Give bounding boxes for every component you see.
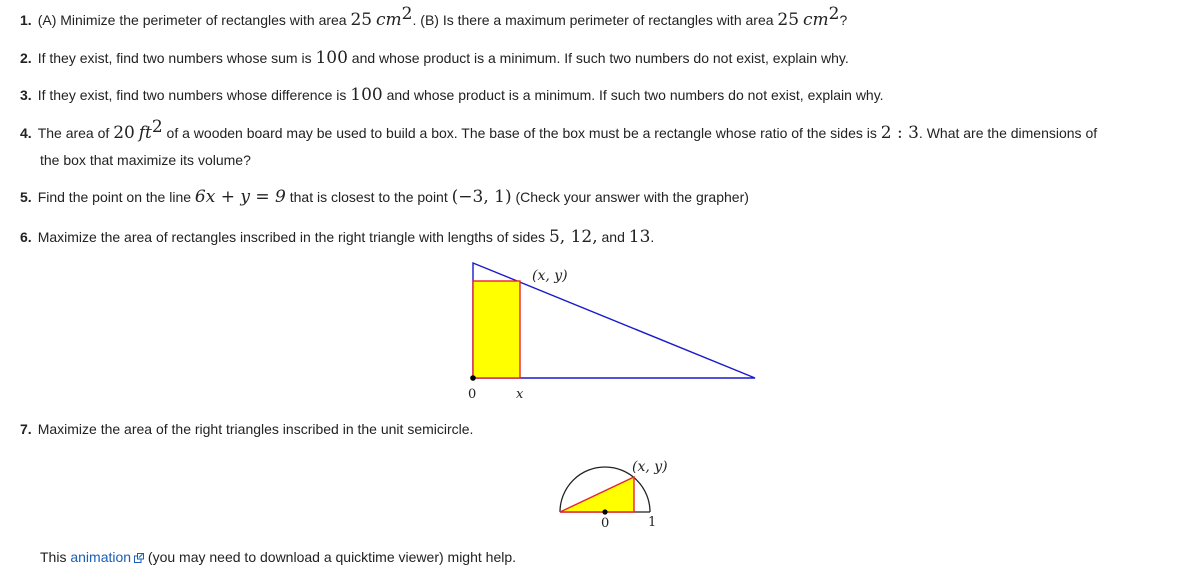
origin-dot <box>470 375 476 381</box>
x-label: x <box>516 387 524 402</box>
math-ratio: 2 : 3 <box>880 123 919 143</box>
problem-number: 3. <box>20 87 32 103</box>
figure-triangle-rectangle <box>440 255 780 405</box>
math-sides: 5, 12, <box>548 227 598 247</box>
math-point: (−3, 1) <box>451 187 512 207</box>
problem-text: . (B) Is there a maximum perimeter of rectangles with area <box>412 12 778 28</box>
math-exponent: 2 <box>151 117 163 137</box>
animation-link[interactable]: animation <box>70 549 132 565</box>
figure-semicircle-triangle <box>550 450 680 535</box>
math-value: 100 <box>350 85 383 105</box>
problem-text: that is closest to the point <box>285 189 452 205</box>
problem-text: (Check your answer with the grapher) <box>511 189 749 205</box>
origin-label: 0 <box>468 387 477 402</box>
problem-text: Maximize the area of the right triangles inscribed in the unit semicircle. <box>37 421 474 437</box>
problem-text: . <box>650 229 655 245</box>
problem-number: 7. <box>20 421 32 437</box>
math-exponent: 2 <box>828 4 840 24</box>
point-label: (x, y) <box>532 268 568 284</box>
math-area: 25 <box>777 10 800 30</box>
problem-text: Maximize the area of rectangles inscribed in the right triangle with lengths of sides <box>37 229 549 245</box>
problem-2 <box>20 48 849 68</box>
problem-text: Find the point on the line <box>37 189 195 205</box>
origin-label: 0 <box>601 516 610 531</box>
problem-number: 1. <box>20 12 32 28</box>
math-side-last: 13 <box>628 227 651 247</box>
problem-text: The area of <box>37 125 114 141</box>
math-unit: cm <box>376 10 402 30</box>
math-area: 25 <box>350 10 373 30</box>
problem-4 <box>20 117 1098 143</box>
math-unit: cm <box>802 10 829 30</box>
problem-number: 6. <box>20 229 32 245</box>
problem-text: ? <box>839 12 848 28</box>
math-value: 20 <box>113 123 135 143</box>
one-label: 1 <box>648 515 657 530</box>
problem-text: and <box>597 229 629 245</box>
problem-text: . What are the dimensions of <box>918 125 1098 141</box>
problem-text: and whose product is a minimum. If such two numbers do not exist, explain why. <box>347 50 849 66</box>
problem-text: and whose product is a minimum. If such two numbers do not exist, explain why. <box>382 87 884 103</box>
point-label: (x, y) <box>632 459 668 475</box>
problem-number: 2. <box>20 50 32 66</box>
external-link-icon[interactable] <box>134 553 144 563</box>
footer-text: (you may need to download a quicktime viewer) might help. <box>144 549 517 565</box>
problem-text: of a wooden board may be used to build a box. The base of the box must be a rectangle whose ratio of the sides is <box>162 125 881 141</box>
problem-text: If they exist, find two numbers whose sum is <box>37 50 316 66</box>
problem-3 <box>20 85 884 105</box>
problem-7 <box>20 421 473 437</box>
math-unit: ft <box>138 123 152 143</box>
problem-number: 4. <box>20 125 32 141</box>
problem-text: If they exist, find two numbers whose difference is <box>37 87 351 103</box>
problem-1 <box>20 4 848 30</box>
footer-text: This <box>40 549 71 565</box>
math-value: 100 <box>315 48 348 68</box>
problem-5 <box>20 187 749 207</box>
problem-6 <box>20 227 654 247</box>
math-equation: 6x + y = 9 <box>194 187 286 207</box>
problem-text: (A) Minimize the perimeter of rectangles with area <box>37 12 351 28</box>
footer-note <box>40 549 516 565</box>
math-exponent: 2 <box>401 4 413 24</box>
problem-4-continued: the box that maximize its volume? <box>40 152 251 168</box>
problem-number: 5. <box>20 189 32 205</box>
inscribed-rectangle <box>473 281 520 378</box>
origin-dot <box>602 509 607 514</box>
